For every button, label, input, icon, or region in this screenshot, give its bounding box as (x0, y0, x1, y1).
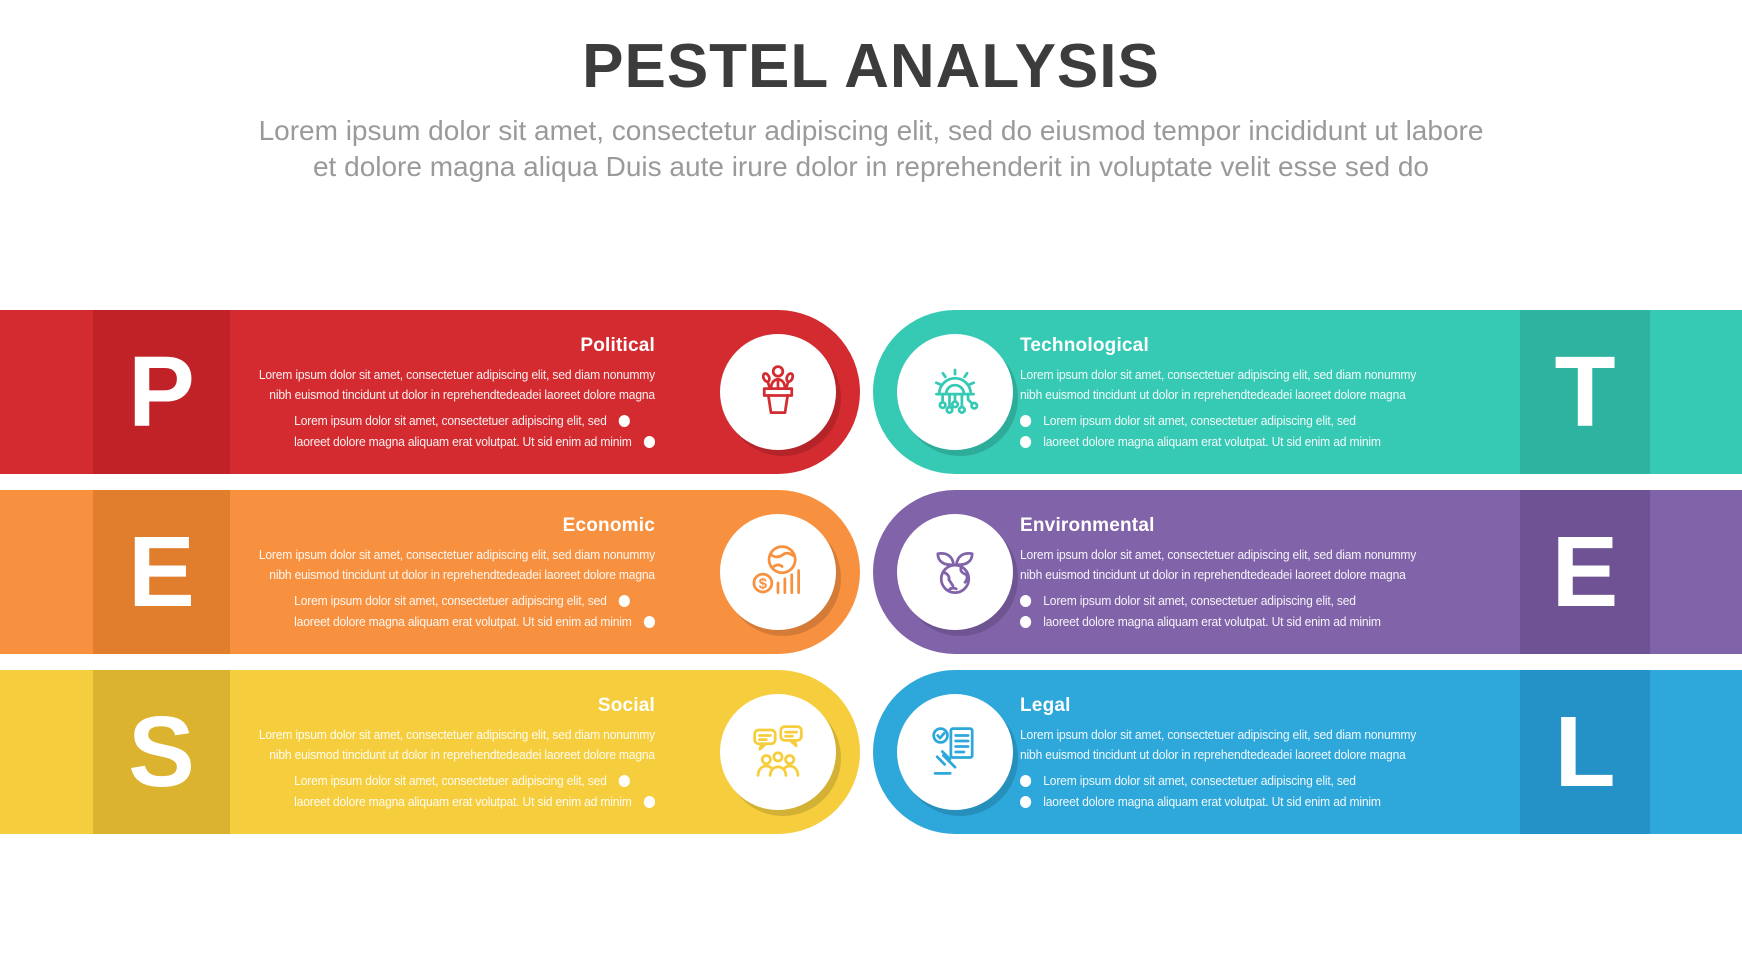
bullet-text: laoreet dolore magna aliquam erat volutpat. Ut sid enim ad minim (294, 614, 632, 629)
row-political (0, 310, 860, 474)
row-title: Economic (562, 515, 655, 536)
bullet-dot (1020, 415, 1031, 427)
bullet-text: laoreet dolore magna aliquam erat volutpat. Ut sid enim ad minim (1043, 794, 1381, 809)
bullet-item (294, 593, 655, 608)
podium-icon (745, 359, 811, 425)
letter-band (93, 310, 230, 474)
bullet-dot (619, 775, 630, 787)
bullet-text: laoreet dolore magna aliquam erat volutpat. Ut sid enim ad minim (1043, 434, 1381, 449)
paragraph-line-2: nibh euismod tincidunt ut dolor in reprehendtedeadei laoreet dolore magna (1020, 386, 1406, 402)
bullet-item (294, 413, 655, 428)
bullet-dot (1020, 595, 1031, 607)
row-letter: T (1554, 336, 1616, 448)
bullet-list (1020, 773, 1408, 809)
bullet-item (294, 794, 655, 809)
bullet-list (267, 773, 655, 809)
paragraph-line-2: nibh euismod tincidunt ut dolor in reprehendtedeadei laoreet dolore magna (269, 386, 655, 402)
row-paragraph (259, 545, 655, 584)
bullet-dot (619, 595, 630, 607)
paragraph-line-1: Lorem ipsum dolor sit amet, consectetuer adipiscing elit, sed diam nonummy (1020, 547, 1417, 562)
letter-band (93, 490, 230, 654)
paragraph-line-2: nibh euismod tincidunt ut dolor in reprehendtedeadei laoreet dolore magna (1020, 566, 1406, 582)
row-paragraph (1020, 545, 1416, 584)
row-economic (0, 490, 860, 654)
bullet-text: Lorem ipsum dolor sit amet, consectetuer adipiscing elit, sed (1043, 593, 1356, 608)
bullet-dot (1020, 775, 1031, 787)
bullet-item (1020, 614, 1381, 629)
bullet-text: Lorem ipsum dolor sit amet, consectetuer adipiscing elit, sed (1043, 413, 1356, 428)
bullet-dot (619, 415, 630, 427)
bullet-dot (1020, 796, 1031, 808)
bullet-dot (644, 436, 655, 448)
paragraph-line-2: nibh euismod tincidunt ut dolor in reprehendtedeadei laoreet dolore magna (1020, 746, 1406, 762)
paragraph-line-1: Lorem ipsum dolor sit amet, consectetuer adipiscing elit, sed diam nonummy (258, 547, 655, 562)
row-letter: P (128, 336, 195, 448)
bullet-text: Lorem ipsum dolor sit amet, consectetuer adipiscing elit, sed (294, 773, 607, 788)
row-paragraph (259, 365, 655, 404)
page-subtitle (0, 113, 1742, 185)
icon-circle (897, 694, 1013, 810)
icon-circle (720, 334, 836, 450)
paragraph-line-2: nibh euismod tincidunt ut dolor in reprehendtedeadei laoreet dolore magna (269, 566, 655, 582)
row-environmental (873, 490, 1742, 654)
bullet-text: laoreet dolore magna aliquam erat volutpat. Ut sid enim ad minim (294, 794, 632, 809)
row-title: Environmental (1020, 515, 1155, 536)
gear-circuit-icon (922, 359, 988, 425)
bullet-item (1020, 434, 1381, 449)
bullet-item (1020, 413, 1381, 428)
paragraph-line-1: Lorem ipsum dolor sit amet, consectetuer adipiscing elit, sed diam nonummy (1020, 727, 1417, 742)
bullet-list (267, 413, 655, 449)
row-letter: S (128, 696, 195, 808)
row-title: Social (597, 695, 655, 716)
bullet-dot (1020, 436, 1031, 448)
bullet-item (294, 614, 655, 629)
row-letter: E (1551, 516, 1619, 628)
bullet-item (1020, 794, 1381, 809)
icon-circle (897, 514, 1013, 630)
bullet-text: laoreet dolore magna aliquam erat volutpat. Ut sid enim ad minim (294, 434, 632, 449)
row-technological (873, 310, 1742, 474)
bullet-list (1020, 593, 1408, 629)
bullet-list (267, 593, 655, 629)
bullet-text: Lorem ipsum dolor sit amet, consectetuer adipiscing elit, sed (294, 593, 607, 608)
row-paragraph (1020, 365, 1416, 404)
row-content (1020, 670, 1622, 834)
bullet-text: Lorem ipsum dolor sit amet, consectetuer adipiscing elit, sed (294, 413, 607, 428)
row-title: Legal (1020, 695, 1071, 716)
subtitle-line-1: Lorem ipsum dolor sit amet, consectetur adipiscing elit, sed do eiusmod tempor incididunt ut labore (258, 115, 1484, 147)
globe-coin-chart-icon (745, 539, 811, 605)
paragraph-line-1: Lorem ipsum dolor sit amet, consectetuer adipiscing elit, sed diam nonummy (258, 367, 655, 382)
bullet-item (1020, 593, 1381, 608)
row-content (235, 490, 655, 654)
bullet-text: Lorem ipsum dolor sit amet, consectetuer adipiscing elit, sed (1043, 773, 1356, 788)
bullet-item (1020, 773, 1381, 788)
eco-globe-icon (922, 539, 988, 605)
svg-text:$: $ (758, 575, 768, 593)
row-title: Political (580, 335, 655, 356)
row-letter: L (1554, 696, 1616, 808)
row-content (1020, 490, 1622, 654)
row-legal (873, 670, 1742, 834)
bullet-dot (644, 616, 655, 628)
icon-circle (720, 514, 836, 630)
row-content (1020, 310, 1622, 474)
row-paragraph (1020, 725, 1416, 764)
page-title: PESTEL ANALYSIS (582, 32, 1160, 101)
row-social (0, 670, 860, 834)
header (0, 0, 1742, 185)
row-letter: E (128, 516, 195, 628)
letter-band (93, 670, 230, 834)
row-paragraph (259, 725, 655, 764)
bullet-dot (1020, 616, 1031, 628)
bullet-item (294, 773, 655, 788)
bullet-list (1020, 413, 1408, 449)
bullet-dot (644, 796, 655, 808)
icon-circle (720, 694, 836, 810)
row-title: Technological (1020, 335, 1149, 356)
icon-circle (897, 334, 1013, 450)
paragraph-line-2: nibh euismod tincidunt ut dolor in reprehendtedeadei laoreet dolore magna (269, 746, 655, 762)
paragraph-line-1: Lorem ipsum dolor sit amet, consectetuer adipiscing elit, sed diam nonummy (258, 727, 655, 742)
bullet-text: laoreet dolore magna aliquam erat volutpat. Ut sid enim ad minim (1043, 614, 1381, 629)
people-chat-icon (745, 719, 811, 785)
subtitle-line-2: et dolore magna aliqua Duis aute irure dolor in reprehenderit in voluptate velit esse sed do (312, 150, 1429, 182)
paragraph-line-1: Lorem ipsum dolor sit amet, consectetuer adipiscing elit, sed diam nonummy (1020, 367, 1417, 382)
bullet-item (294, 434, 655, 449)
row-content (235, 310, 655, 474)
row-content (235, 670, 655, 834)
legal-document-icon (922, 719, 988, 785)
